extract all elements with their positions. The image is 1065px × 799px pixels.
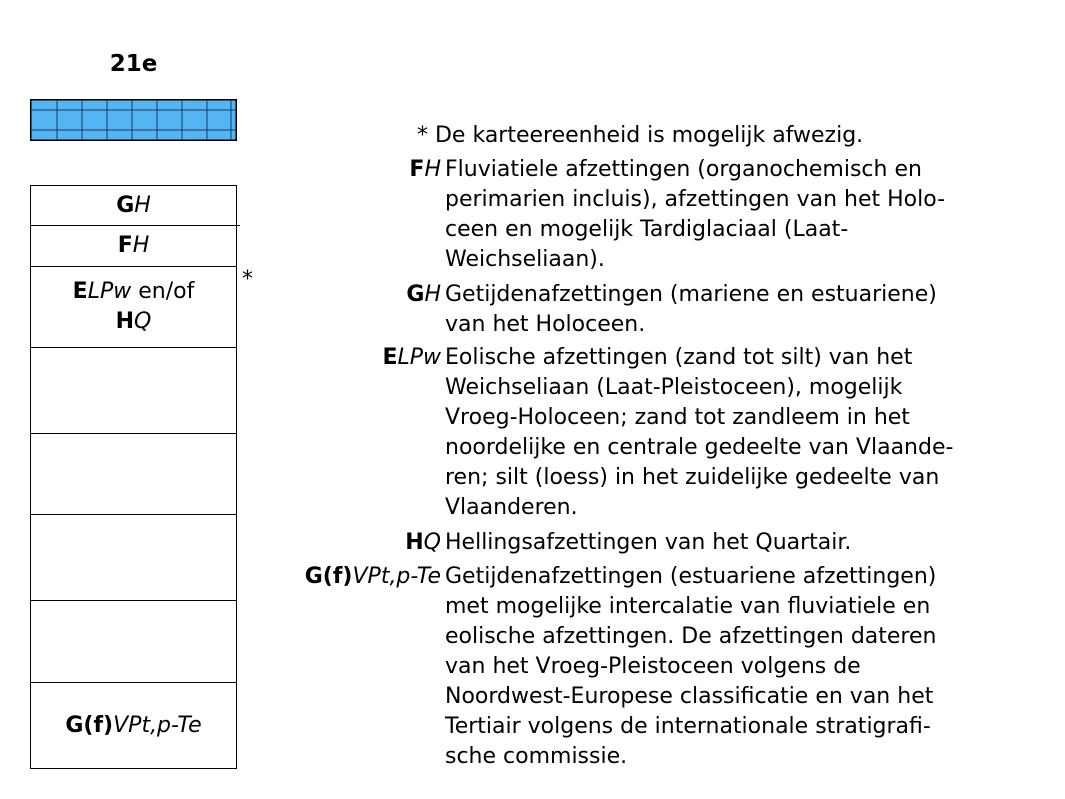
legend-code: FH: [409, 157, 441, 182]
legend-description: Fluviatiele afzettingen (organochemisch en perimarien incluis), afzettingen van het Holo- ceen en mogelijk Tardiglaciaal (Laat- Weichseliaan).: [445, 157, 946, 272]
layer-label: FH: [117, 233, 150, 258]
absence-asterisk: *: [242, 267, 253, 292]
legend-code: GH: [406, 282, 441, 307]
legend-description: Eolische afzettingen (zand tot silt) van het Weichseliaan (Laat-Pleistoceen), mogelijk Vroeg-Holoceen; zand tot zandleem in het noordelijke en centrale gedeelte van Vlaande- ren; silt (loess) in het zuidelijke gedeelte van Vlaanderen.: [445, 345, 954, 520]
layer-divider: [31, 433, 236, 434]
legend-description: Getijdenafzettingen (estuariene afzettingen) met mogelijke intercalatie van fluviatiele en eolische afzettingen. De afzettingen dateren van het Vroeg-Pleistoceen volgens de Noordwest-Europese classificatie en van het Tertiair volgens de internationale stratigrafi- sche commissie.: [445, 564, 937, 769]
layer-gf-vpt: [31, 683, 236, 768]
layer-divider: [31, 514, 236, 515]
layer-label: ELPw en/of: [72, 279, 195, 304]
legend-description: Getijdenafzettingen (mariene en estuariene) van het Holoceen.: [445, 282, 937, 337]
layer-label: HQ: [115, 309, 152, 334]
layer-elpw-hq: [31, 267, 236, 347]
legend-code: ELPw: [382, 345, 441, 370]
layer-divider: [31, 347, 236, 348]
layer-gh: [31, 186, 236, 225]
legend-description: Hellingsafzettingen van het Quartair.: [445, 530, 852, 555]
legend-code: HQ: [405, 530, 441, 555]
legend-note: * De karteereenheid is mogelijk afwezig.: [417, 123, 864, 148]
layer-label: GH: [116, 192, 151, 218]
layer-divider: [31, 600, 236, 601]
stratigraphic-column: [30, 185, 237, 769]
layer-fh: [31, 226, 236, 266]
legend-code: G(f)VPt,p-Te: [304, 564, 441, 589]
legend-swatch: [30, 99, 237, 141]
layer-label: G(f)VPt,p-Te: [65, 712, 202, 738]
profile-title: 21e: [109, 51, 158, 77]
